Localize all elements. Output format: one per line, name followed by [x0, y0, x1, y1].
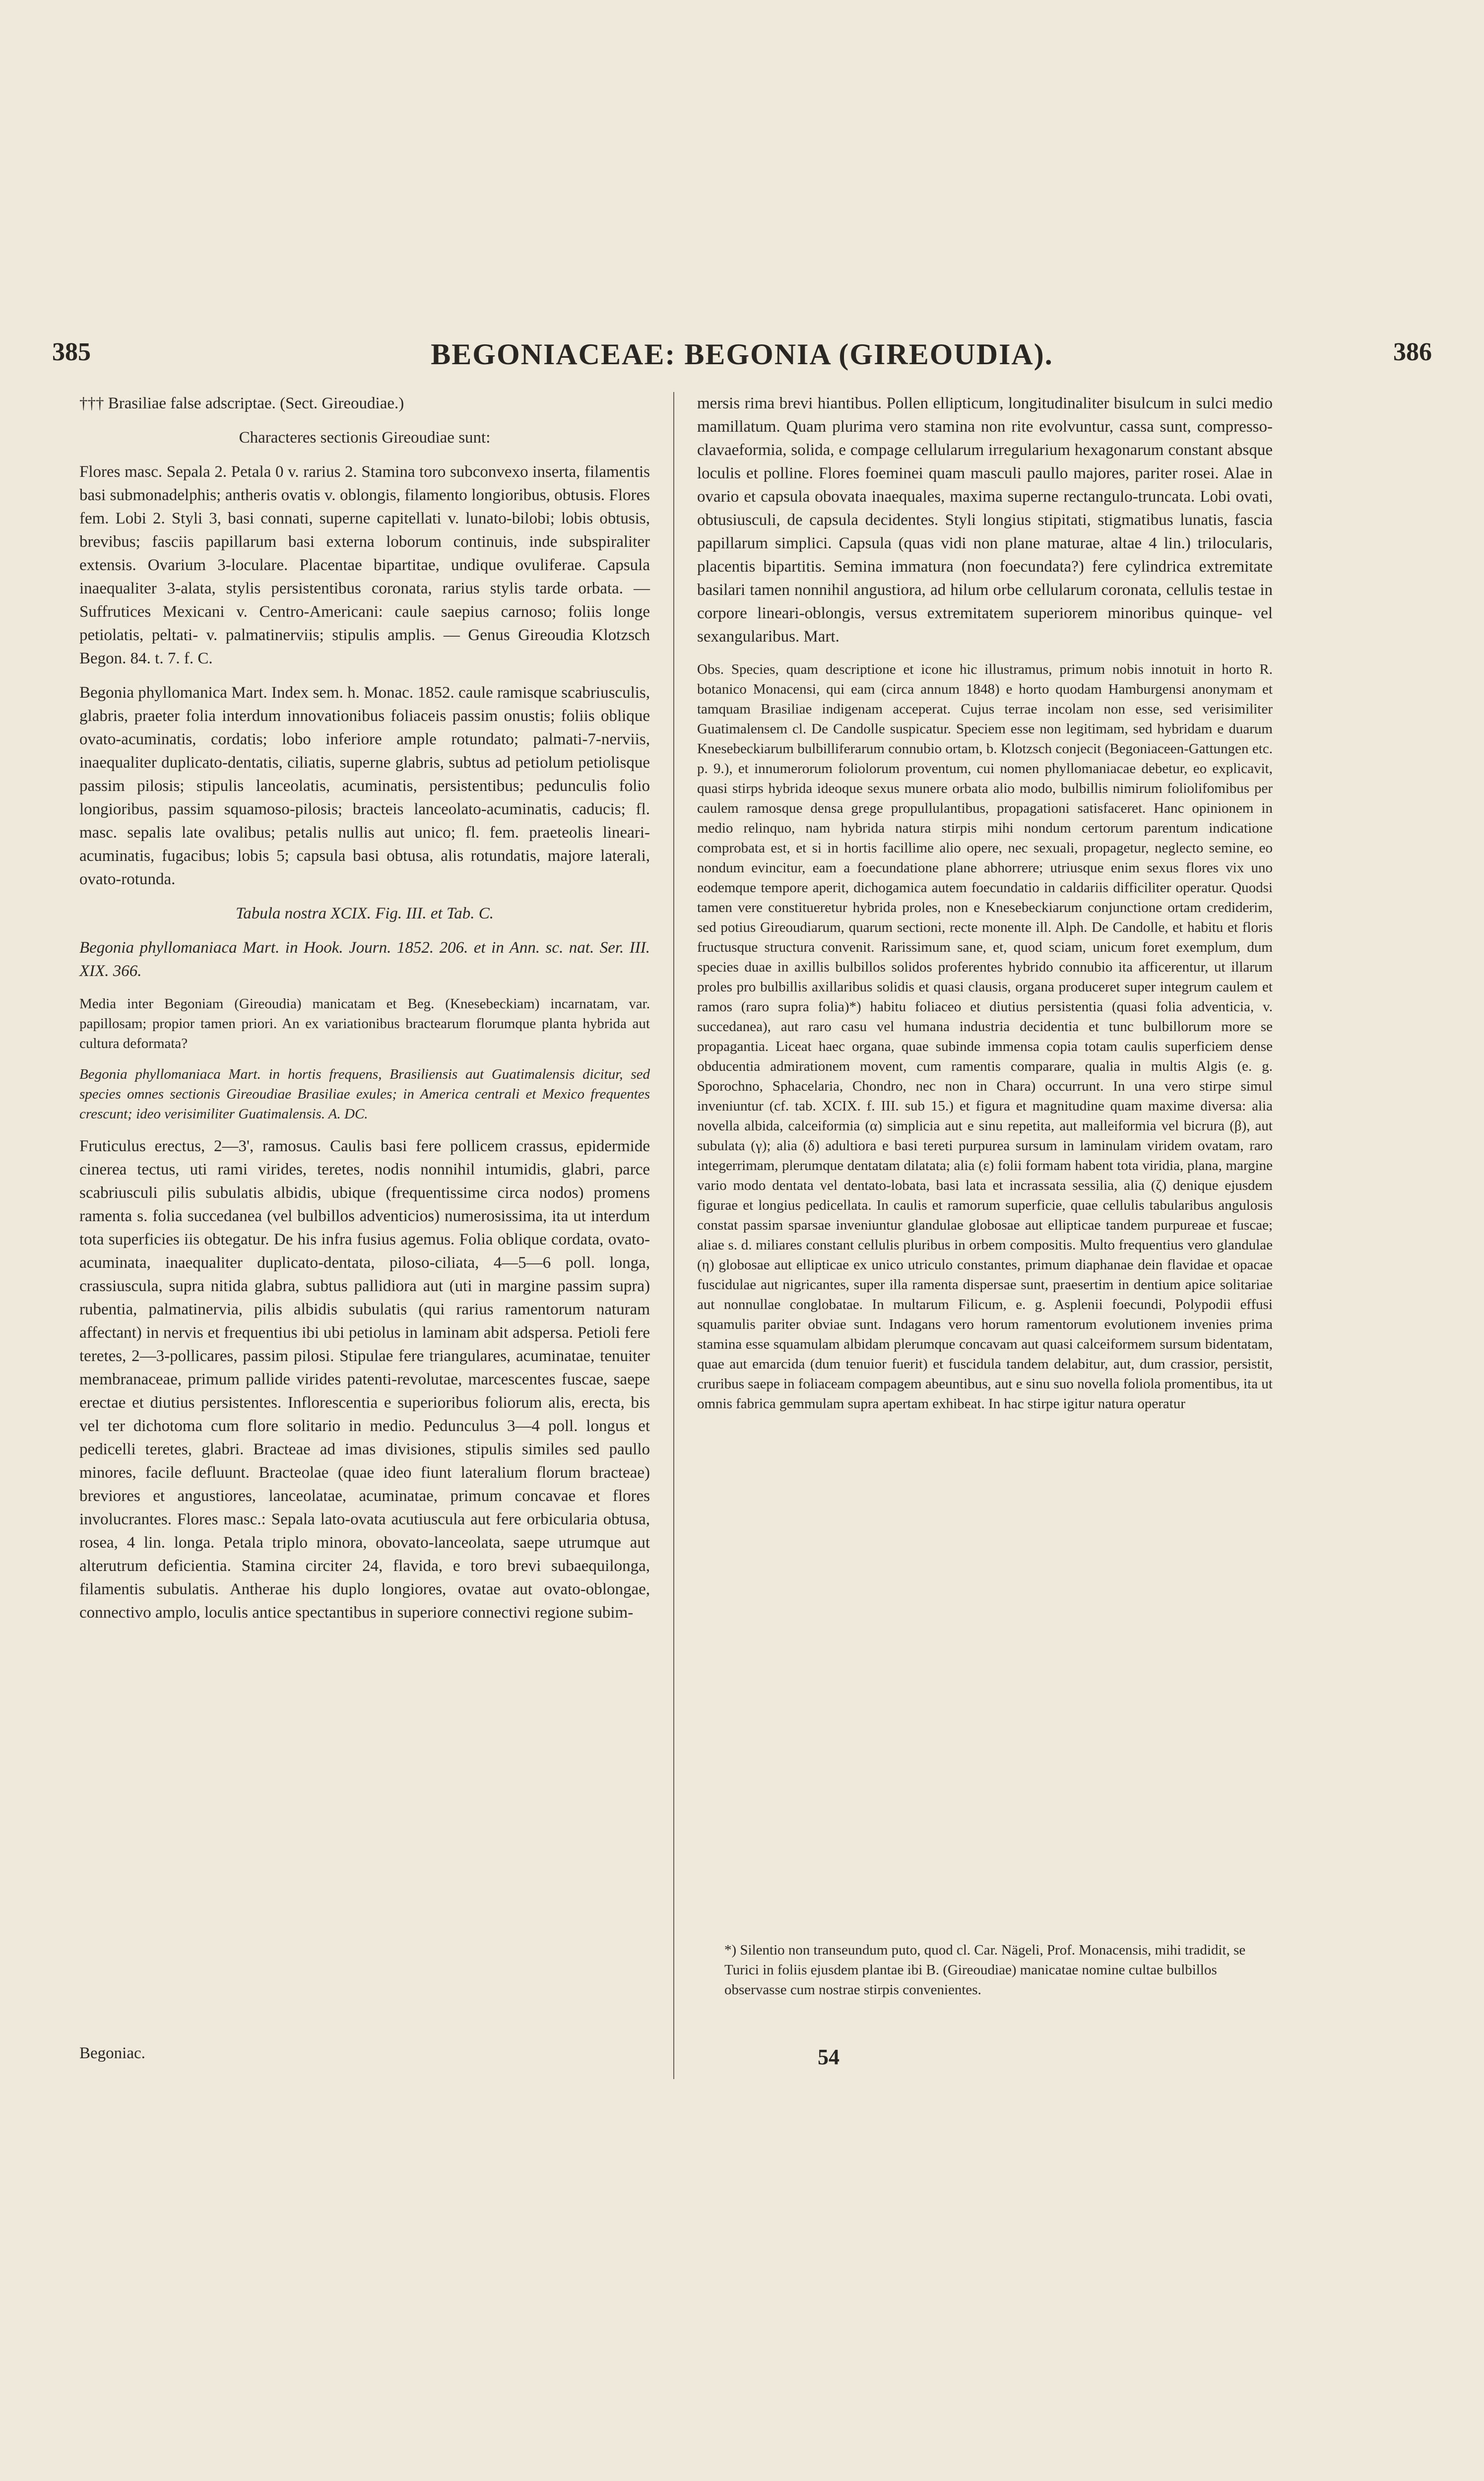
- right-column: [697, 392, 1273, 1425]
- section-intro: ††† Brasiliae false adscriptae. (Sect. Gireoudiae.): [79, 394, 404, 412]
- note-media: Media inter Begoniam (Gireoudia) manicatam et Beg. (Knesebeckiam) incarnatam, var. papillosam; propior tamen priori. An ex variationibus bractearum florumque planta hybrida aut cultura deformata?: [79, 996, 650, 1051]
- tabula-reference: Tabula nostra XCIX. Fig. III. et Tab. C.: [235, 905, 494, 922]
- characters-heading: Characteres sectionis Gireoudiae sunt:: [239, 429, 491, 447]
- description-continuation: mersis rima brevi hiantibus. Pollen ellipticum, longitudinaliter bisulcum in sulci medio mamillatum. Quam plurima vero stamina non rite evolvuntur, cassa sunt, compresso-clavaeformia, solida, e compage cellularum irregularium hexagonarum constant absque loculis et polline. Flores foeminei quam masculi paullo majores, pariter rosei. Alae in ovario et capsula obovata inaequales, maxima superne rectangulo-truncata. Lobi ovati, obtusiusculi, de capsula decidentes. Styli longius stipitati, stigmatibus lunatis, fascia papillarum simplici. Capsula (quas vidi non plane maturae, altae 4 lin.) trilocularis, placentis bipartitis. Semina immatura (non foecundata?) fere cylindrica extremitate basilari tamen nonnihil angustiora, ad hilum orbe cellularum coronata, cellulis testae in corpore lineari-oblongis, versus extremitatem superiorem minoribus quinque- vel sexangularibus. Mart.: [697, 394, 1273, 646]
- description: Fruticulus erectus, 2—3', ramosus. Caulis basi fere pollicem crassus, epidermide cinerea tectus, uti rami virides, teretes, nodis nonnihil intumidis, glabri, parce scabriusculi pilis subulatis albidis, ubique (frequentissime circa nodos) promens ramenta s. folia succedanea (vel bulbillos adventicios) numerosissima, ita ut interdum tota superficies iis obtegatur. De his infra fusius agemus. Folia oblique cordata, ovato-acuminata, inaequaliter duplicato-dentata, piloso-ciliata, 4—5—6 poll. longa, crassiuscula, supra nitida glabra, subtus pallidiora aut (uti in margine passim supra) rubentia, palmatinervia, pilis albidis subulatis (qui rarius ramentorum naturam affectant) in nervis et frequentius ibi ubi petiolus in laminam abit adspersa. Petioli fere teretes, 2—3-pollicares, passim pilosi. Stipulae fere triangulares, acuminatae, tenuiter membranaceae, primum pallide virides patenti-revolutae, marcescentes fuscae, saepe erectae et diutius persistentes. Inflorescentia e superioribus foliorum alis, erecta, bis vel ter dichotoma cum flore solitario in medio. Pedunculus 3—4 poll. longus et pedicelli teretes, glabri. Bracteae ad imas divisiones, stipulis similes sed paullo minores, facile defluunt. Bracteolae (quae ideo fiunt lateralium florum bracteae) breviores et angustiores, lanceolatae, acuminatae, primum concavae et flores involucrantes. Flores masc.: Sepala lato-ovata acutiuscula aut fere orbicularia obtusa, rosea, 4 lin. longa. Petala triplo minora, obovato-lanceolata, saepe utrumque aut alterutrum deficientia. Stamina circiter 24, flavida, e toro brevi subaequilonga, filamentis subulatis. Antherae his duplo longiores, ovatae aut ovato-oblongae, connectivo amplo, loculis antice spectantibus in superiore connectivi regione subim-: [79, 1137, 650, 1622]
- left-column: [79, 392, 650, 1635]
- footnote: *) Silentio non transeundum puto, quod cl. Car. Nägeli, Prof. Monacensis, mihi tradidit, se Turici in foliis ejusdem plantae ibi B. (Gireoudiae) manicatae nomine cultae bulbillos observasse cum nostrae stirpis convenientes.: [724, 1942, 1246, 1998]
- synonym: Begonia phyllomaniaca Mart. in Hook. Journ. 1852. 206. et in Ann. sc. nat. Ser. III. XIX. 366.: [79, 939, 650, 980]
- running-title: BEGONIACEAE: BEGONIA (GIREOUDIA).: [431, 338, 1053, 371]
- page-number-right: 386: [1393, 338, 1432, 366]
- signature-mark: Begoniac.: [79, 2044, 145, 2062]
- note-dc: Begonia phyllomaniaca Mart. in hortis frequens, Brasiliensis aut Guatimalensis dicitur, sed species omnes sectionis Gireoudiae Brasiliae exules; in America centrali et Mexico frequentes crescunt; ideo verisimiliter Guatimalensis. A. DC.: [79, 1066, 650, 1122]
- column-divider: [673, 392, 674, 2079]
- page-number-left: 385: [52, 338, 91, 366]
- observations: Obs. Species, quam descriptione et icone hic illustramus, primum nobis innotuit in horto R. botanico Monacensi, qui eam (circa annum 1848) e horto quodam Hamburgensi anonymam et tamquam Brasiliae indigenam acceperat. Cujus terrae incolam non esse, sed verisimiliter Guatimalensem cl. De Candolle suspicatur. Speciem esse non legitimam, sed hybridam e duarum Knesebeckiarum bulbilliferarum connubio ortam, b. Klotzsch conjecit (Begoniaceen-Gattungen etc. p. 9.), et innumerorum foliolorum proventum, cui nomen phyllomaniacae debetur, eo explicavit, quasi stirps hybrida ideoque sexus munere orbata alio modo, bulbillis nimirum foliolifomibus per caulem ramosque densa grege propullulantibus, propagationi satisfaceret. Hanc opinionem in medio relinquo, nam hybrida natura stirpis mihi nondum certorum parentum indicatione comprobata est, et si in hortis facillime alio opere, nec sexuali, propagetur, neglecto semine, eo nondum evincitur, eam a foecundatione plane abhorrere; utriusque enim sexus flores vix uno eodemque tempore aperit, dichogamica autem foecundatio in caldariis difficiliter operatur. Quodsi tamen vere constitueretur hybrida proles, non e Knesebeckiarum conjunctione ortam crediderim, sed potius Gireoudiarum, quarum sectioni, recte monente ill. Alph. De Candolle, et habitu et floris fructusque structura convenit. Rarissimum sane, et, quod sciam, unicum foret exemplum, dum species duae in axillis bulbillos solidos proferentes hybrido connubio ita afficerentur, ut illarum proles pro bulbillis axillaribus solidis et quasi clausis, organa produceret super integrum caulem et ramos (raro supra folia)*) habitu foliaceo et diutius persistentia (quasi folia adventicia, v. succedanea), aut raro casu vel humana industria decidentia et tunc bulbillorum more se propagantia. Liceat haec organa, quae subinde immensa copia totam caulis superficiem dense obducentia admirationem movent, cum ramentis comparare, qualia in multis Algis (e. g. Sporochno, Sphacelaria, Chondro, nec non in Chara) occurrunt. In una vero stirpe simul inveniuntur (cf. tab. XCIX. f. III. sub 15.) et figura et magnitudine quam maxime diversa: alia novella albida, calceiformia (α) simplicia aut e sinu repetita, aut malleiformia vel bicrura (β), aut subulata (γ); alia (δ) adultiora e basi tereti purpurea sursum in laminulam viridem ovatam, raro integerrimam, plerumque dentatam dilatata; alia (ε) folii formam habent tota viridia, plana, margine vario modo dentata vel dentato-lobata, basi lata et incrassata sessilia, alia (ζ) denique ejusdem figurae et longius pedicellata. In caulis et ramorum superficie, quae cellulis tabularibus angulosis constat passim sparsae inveniuntur glandulae globosae aut ellipticae tandem purpureae et fuscae; aliae s. d. miliares constant cellulis pluribus in orbem compositis. Multo frequentius vero glandulae (η) globosae aut ellipticae ex unico utriculo constantes, primum diaphanae dein flavidae et opacae fuscidulae aut nigricantes, super illa ramenta dispersae sunt, praesertim in dentium apice solitariae aut nonnullae conglobatae. In multarum Filicum, e. g. Asplenii foecundi, Polypodii effusi squamulis pariter obviae sunt. Indagans vero horum ramentorum evolutionem invenies prima stamina esse squamulam albidam plerumque concavam aut quasi calceiformem sursum bidentatam, quae aut emarcida (dum tenuior fuerit) et fuscidula tandem delabitur, aut, dum crassior, persistit, cruribus saepe in foliaceam compagem abeuntibus, aut e sinu suo novella foliola promentibus, ita ut omnis fabrica gemmulam supra apertam exhibeat. In hac stirpe igitur natura operatur: [697, 661, 1273, 1412]
- characters-text: Flores masc. Sepala 2. Petala 0 v. rarius 2. Stamina toro subconvexo inserta, filamentis basi submonadelphis; antheris ovatis v. oblongis, filamento longioribus, obtusis. Flores fem. Lobi 2. Styli 3, basi connati, superne capitellati v. lunato-bilobi; lobis obtusis, brevibus; fasciis papillarum basi externa loborum continuis, inde subspiraliter extensis. Ovarium 3-loculare. Placentae bipartitae, undique ovuliferae. Capsula inaequaliter 3-alata, stylis persistentibus coronata, rarius stylis tarde orbata. — Suffrutices Mexicani v. Centro-Americani: caule saepius carnoso; foliis longe petiolatis, peltati- v. palmatinerviis; stipulis amplis. — Genus Gireoudia Klotzsch Begon. 84. t. 7. f. C.: [79, 463, 650, 667]
- sheet-number: 54: [818, 2045, 839, 2069]
- running-header: [52, 337, 1432, 377]
- species-entry: Begonia phyllomanica Mart. Index sem. h. Monac. 1852. caule ramisque scabriusculis, glabris, praeter folia interdum innovationibus foliaceis passim onustis; foliis oblique ovato-acuminatis, cordatis; lobo inferiore ample rotundato; palmati-7-nerviis, inaequaliter duplicato-dentatis, ciliatis, superne glabris, subtus ad petiolum petiolisque passim pilosis; stipulis lanceolatis, acuminatis, persistentibus; pedunculis folio longioribus, passim squamoso-pilosis; bracteis lanceolato-acuminatis, caducis; fl. masc. sepalis late ovalibus; petalis nullis aut unico; fl. fem. praeteolis lineari-acuminatis, fugacibus; lobis 5; capsula basi obtusa, alis rotundatis, majore laterali, ovato-rotunda.: [79, 684, 650, 888]
